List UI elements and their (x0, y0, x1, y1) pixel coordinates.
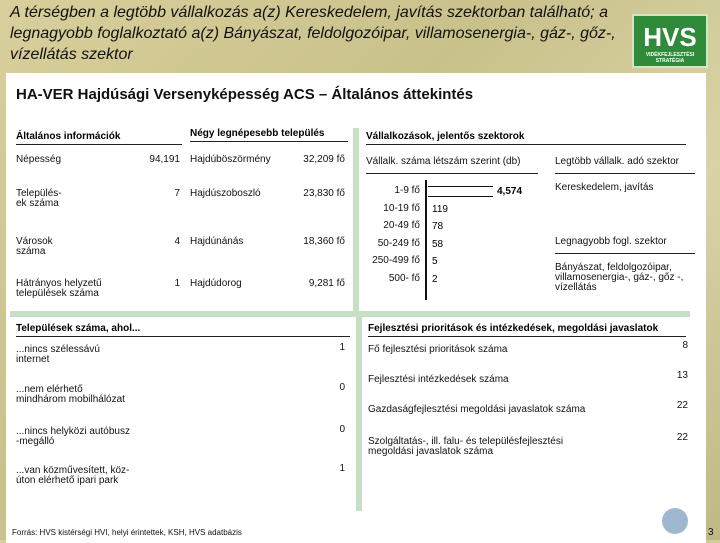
divider (10, 311, 690, 317)
general-value: 1 (174, 278, 180, 289)
logo-subtext: VIDÉKFEJLESZTÉSI STRATÉGIA (645, 52, 695, 64)
town-name: Hajdúszoboszló (190, 188, 261, 199)
development-header: Fejlesztési prioritások és intézkedések, megoldási javaslatok (368, 323, 686, 337)
general-header: Általános információk (16, 131, 182, 145)
largest-employer: Bányászat, feldolgozóipar, villamosenergia-, gáz-, gőz -, vízellátás (555, 262, 684, 293)
general-label: Település- ek száma (16, 188, 62, 209)
settlement-label: ...van közművesített, köz- úton elérhető ipari park (16, 465, 130, 486)
settlement-label: ...nincs szélessávú internet (16, 344, 100, 365)
bar-value-label: 119 (432, 203, 448, 215)
bar-value-label: 5 (432, 256, 438, 267)
settlement-value: 0 (339, 424, 345, 435)
settlement-value: 0 (339, 382, 345, 393)
town-population: 18,360 fő (303, 236, 345, 247)
hvs-logo (632, 14, 708, 68)
page-title: HA-VER Hajdúsági Versenyképesség ACS – Általános áttekintés (16, 86, 474, 103)
business-header: Vállalkozások, jelentős szektorok (366, 131, 686, 145)
eu-globe-logo (662, 508, 688, 534)
bar-category-label: 1-9 fő (394, 185, 420, 196)
development-label: Szolgáltatás-, ill. falu- és településfejlesztési megoldási javaslatok száma (368, 436, 564, 457)
general-label: Városok száma (16, 236, 53, 257)
town-population: 32,209 fő (303, 154, 345, 165)
top-sector-header: Legtöbb vállalk. adó szektor (555, 157, 695, 174)
bar-category-label: 20-49 fő (383, 220, 420, 231)
development-value: 22 (676, 432, 688, 443)
chart-header: Vállalk. száma létszám szerint (db) (366, 157, 538, 174)
general-value: 4 (174, 236, 180, 247)
logo-text: HVS (643, 22, 697, 52)
bar-value-label: 78 (432, 221, 444, 232)
bar-category-label: 250-499 fő (372, 255, 420, 266)
general-label: Népesség (16, 154, 62, 165)
town-name: Hajdúböszörmény (190, 154, 271, 165)
general-value: 94,191 (149, 154, 180, 165)
settlement-label: ...nincs helyközi autóbusz -megálló (16, 426, 130, 447)
bar-value-label: 4,574 (497, 186, 523, 197)
page-number: 3 (708, 527, 714, 538)
bar-value-label: 2 (432, 273, 438, 285)
town-name: Hajdúdorog (190, 278, 242, 289)
settlement-label: ...nem elérhető mindhárom mobilhálózat (16, 384, 125, 405)
bar (428, 186, 493, 197)
towns-header: Négy legnépesebb település (190, 128, 348, 142)
development-value: 13 (676, 370, 688, 381)
chart-axis (425, 180, 427, 300)
bar-value-label: 58 (432, 238, 444, 250)
bar-category-label: 10-19 fő (383, 202, 420, 214)
source-note: Forrás: HVS kistérségi HVI, helyi érintettek, KSH, HVS adatbázis (12, 528, 242, 537)
settlement-value: 1 (339, 342, 345, 353)
town-population: 9,281 fő (308, 278, 345, 289)
divider (356, 311, 362, 511)
development-label: Fejlesztési intézkedések száma (368, 374, 509, 385)
development-label: Fő fejlesztési prioritások száma (368, 344, 508, 355)
development-value: 22 (676, 400, 688, 411)
divider (353, 128, 359, 311)
top-sector: Kereskedelem, javítás (555, 182, 654, 193)
settlements-header: Települések száma, ahol... (16, 323, 350, 337)
general-value: 7 (174, 188, 180, 199)
bar-category-label: 50-249 fő (377, 237, 420, 249)
development-label: Gazdaságfejlesztési megoldási javaslatok száma (368, 404, 586, 415)
general-label: Hátrányos helyzetű települések száma (16, 278, 102, 299)
headline: A térségben a legtöbb vállalkozás a(z) Kereskedelem, javítás szektorban található; a legnagyobb foglalkoztató a(z) Bányászat, feldolgozóipar, villamosenergia-, gáz-, gőz-, vízellátás szektor (10, 4, 616, 63)
settlement-value: 1 (339, 463, 345, 474)
town-population: 23,830 fő (303, 188, 345, 199)
development-value: 8 (682, 340, 688, 351)
town-name: Hajdúnánás (190, 236, 244, 247)
largest-employer-header: Legnagyobb fogl. szektor (555, 237, 695, 254)
bar-category-label: 500- fő (388, 272, 420, 284)
